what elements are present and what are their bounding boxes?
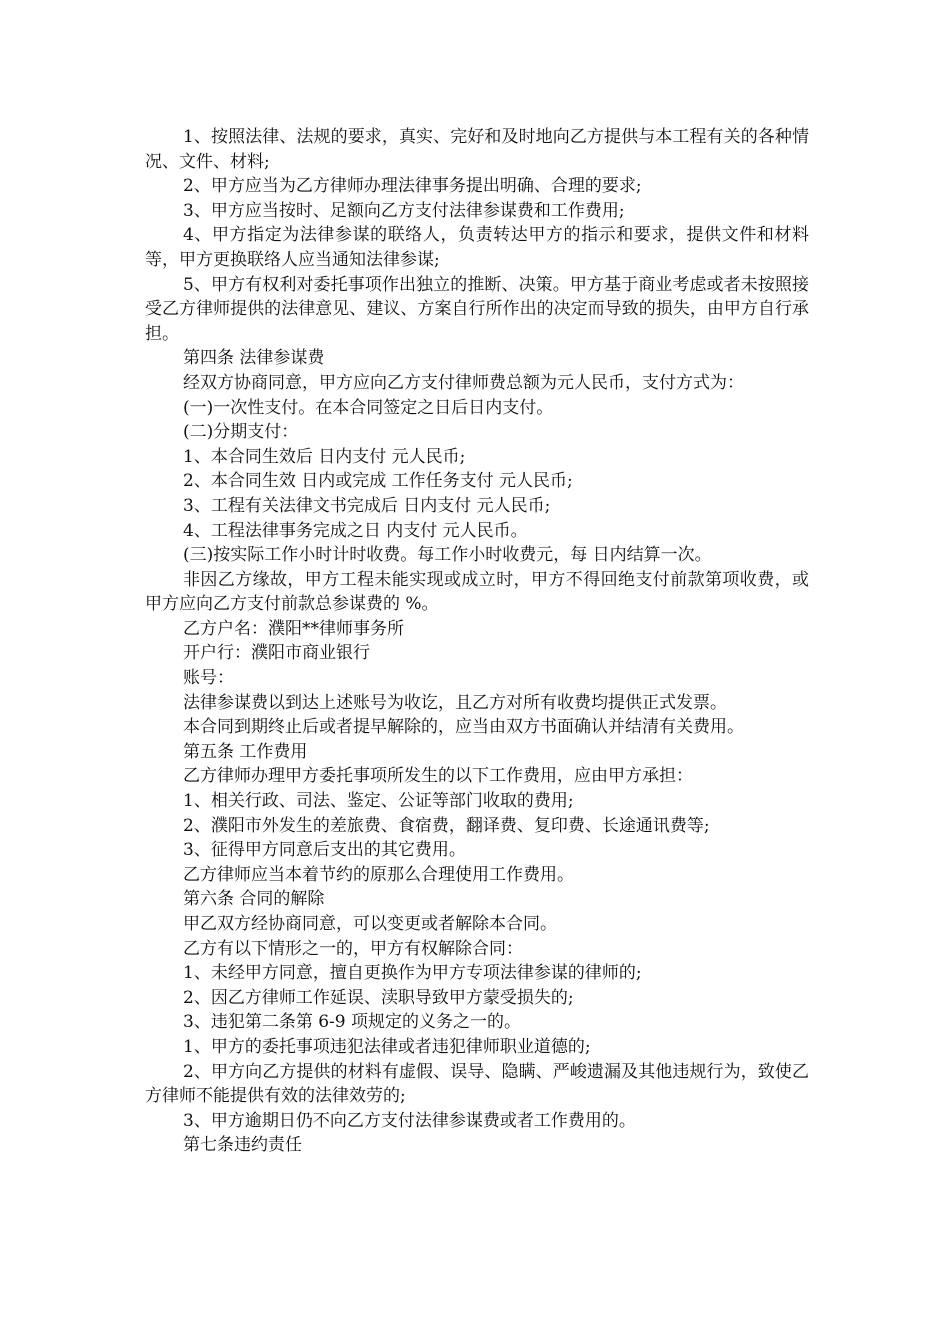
section-heading: 第五条 工作费用 bbox=[183, 741, 308, 762]
payment-option: (二)分期支付： bbox=[183, 422, 299, 443]
account-bank: 开户行：濮阳市商业银行 bbox=[183, 643, 370, 664]
installment-item: 1、本合同生效后 日内支付 元人民币; bbox=[183, 446, 466, 467]
body-paragraph: 乙方律师办理甲方委托事项所发生的以下工作费用，应由甲方承担： bbox=[183, 766, 693, 787]
clause-item: 3、甲方应当按时、足额向乙方支付法律参谋费和工作费用; bbox=[183, 200, 625, 221]
installment-item: 2、本合同生效 日内或完成 工作任务支付 元人民币; bbox=[183, 471, 573, 492]
body-paragraph: 甲乙双方经协商同意，可以变更或者解除本合同。 bbox=[183, 914, 557, 934]
clause-item: 1、按照法律、法规的要求，真实、完好和及时地向乙方提供与本工程有关的各种情况、文件、材料; bbox=[145, 127, 809, 172]
clause-item: 1、甲方的委托事项违犯法律或者违犯律师职业道德的; bbox=[183, 1036, 591, 1057]
body-paragraph: 乙方律师应当本着节约的原那么合理使用工作费用。 bbox=[183, 864, 574, 885]
installment-item: 3、工程有关法律文书完成后 日内支付 元人民币; bbox=[183, 495, 551, 516]
clause-item: 2、甲方向乙方提供的材料有虚假、误导、隐瞒、严峻遗漏及其他违规行为，致使乙方律师不能提供有效的法律效劳的; bbox=[145, 1061, 809, 1107]
body-paragraph: 法律参谋费以到达上述账号为收讫，且乙方对所有收费均提供正式发票。 bbox=[183, 692, 727, 713]
section-heading: 第七条违约责任 bbox=[183, 1135, 302, 1156]
body-paragraph: 非因乙方缘故，甲方工程未能实现或成立时，甲方不得回绝支付前款第项收费，或甲方应向乙方支付前款总参谋费的 %。 bbox=[145, 569, 809, 615]
payment-option: (三)按实际工作小时计时收费。每工作小时收费元，每 日内结算一次。 bbox=[183, 545, 712, 566]
section-heading: 第四条 法律参谋费 bbox=[183, 348, 325, 369]
clause-item: 3、征得甲方同意后支出的其它费用。 bbox=[183, 840, 466, 861]
installment-item: 4、工程法律事务完成之日 内支付 元人民币。 bbox=[183, 520, 528, 541]
clause-item: 5、甲方有权利对委托事项作出独立的推断、决策。甲方基于商业考虑或者未按照接受乙方律师提供的法律意见、建议、方案自行所作出的决定而导致的损失，由甲方自行承担。 bbox=[145, 274, 809, 344]
payment-option: (一)一次性支付。在本合同签定之日后日内支付。 bbox=[183, 397, 554, 418]
body-paragraph: 本合同到期终止后或者提早解除的，应当由双方书面确认并结清有关费用。 bbox=[183, 717, 744, 738]
clause-item: 4、甲方指定为法律参谋的联络人，负责转达甲方的指示和要求，提供文件和材料等，甲方更换联络人应当通知法律参谋; bbox=[145, 225, 809, 270]
account-name: 乙方户名：濮阳**律师事务所 bbox=[183, 618, 404, 639]
clause-item: 2、因乙方律师工作延误、渎职导致甲方蒙受损失的; bbox=[183, 987, 574, 1008]
clause-item: 2、濮阳市外发生的差旅费、食宿费，翻译费、复印费、长途通讯费等; bbox=[183, 815, 710, 836]
clause-item: 3、甲方逾期日仍不向乙方支付法律参谋费或者工作费用的。 bbox=[183, 1110, 636, 1131]
clause-item: 3、违犯第二条第 6-9 项规定的义务之一的。 bbox=[183, 1012, 521, 1033]
clause-item: 2、甲方应当为乙方律师办理法律事务提出明确、合理的要求; bbox=[183, 176, 642, 197]
body-paragraph: 乙方有以下情形之一的，甲方有权解除合同： bbox=[183, 938, 523, 959]
body-paragraph: 经双方协商同意，甲方应向乙方支付律师费总额为元人民币，支付方式为： bbox=[183, 372, 744, 393]
account-number: 账号： bbox=[183, 668, 234, 689]
clause-item: 1、相关行政、司法、鉴定、公证等部门收取的费用; bbox=[183, 791, 574, 812]
document-body bbox=[145, 125, 809, 1158]
section-heading: 第六条 合同的解除 bbox=[183, 889, 325, 910]
clause-item: 1、未经甲方同意，擅自更换作为甲方专项法律参谋的律师的; bbox=[183, 963, 642, 984]
